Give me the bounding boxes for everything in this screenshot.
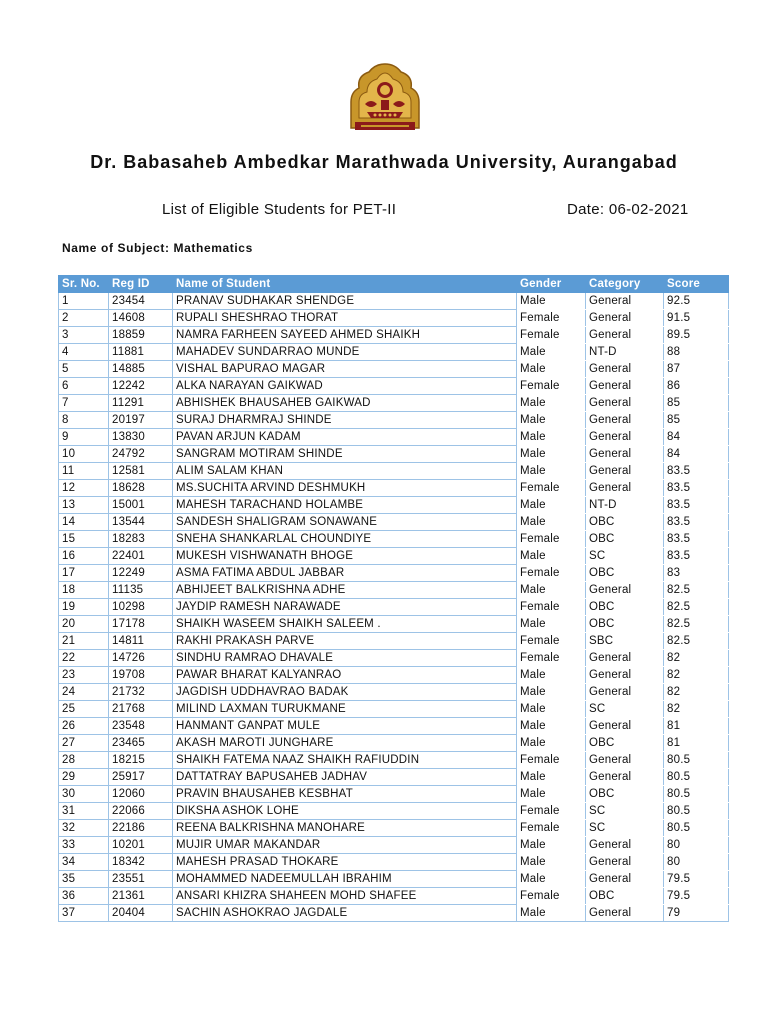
cell-reg-id: 10298 [109,599,173,616]
cell-score: 92.5 [664,293,729,310]
cell-reg-id: 24792 [109,446,173,463]
cell-reg-id: 20404 [109,905,173,922]
cell-score: 89.5 [664,327,729,344]
cell-gender: Male [517,701,586,718]
cell-sr-no: 8 [59,412,109,429]
cell-category: General [586,463,664,480]
cell-sr-no: 29 [59,769,109,786]
cell-reg-id: 14608 [109,310,173,327]
list-date: Date: 06-02-2021 [567,201,689,218]
cell-gender: Male [517,395,586,412]
table-row [59,412,729,429]
cell-category: OBC [586,735,664,752]
cell-score: 87 [664,361,729,378]
cell-score: 80.5 [664,786,729,803]
cell-student-name: JAGDISH UDDHAVRAO BADAK [173,684,517,701]
cell-gender: Male [517,344,586,361]
cell-category: General [586,446,664,463]
table-row [59,820,729,837]
cell-student-name: MOHAMMED NADEEMULLAH IBRAHIM [173,871,517,888]
cell-category: General [586,905,664,922]
cell-reg-id: 18283 [109,531,173,548]
cell-category: NT-D [586,497,664,514]
cell-score: 84 [664,429,729,446]
cell-reg-id: 21732 [109,684,173,701]
cell-gender: Male [517,582,586,599]
cell-student-name: REENA BALKRISHNA MANOHARE [173,820,517,837]
cell-score: 82.5 [664,582,729,599]
cell-gender: Female [517,531,586,548]
table-row [59,361,729,378]
cell-category: General [586,293,664,310]
cell-gender: Female [517,752,586,769]
cell-score: 80.5 [664,803,729,820]
cell-reg-id: 12060 [109,786,173,803]
cell-sr-no: 21 [59,633,109,650]
cell-score: 80 [664,854,729,871]
cell-student-name: MUJIR UMAR MAKANDAR [173,837,517,854]
table-row [59,616,729,633]
cell-score: 85 [664,395,729,412]
cell-category: SC [586,548,664,565]
cell-reg-id: 23454 [109,293,173,310]
cell-gender: Male [517,616,586,633]
cell-reg-id: 18628 [109,480,173,497]
cell-reg-id: 19708 [109,667,173,684]
table-row [59,854,729,871]
cell-student-name: HANMANT GANPAT MULE [173,718,517,735]
cell-gender: Female [517,888,586,905]
cell-score: 80.5 [664,820,729,837]
cell-student-name: SHAIKH WASEEM SHAIKH SALEEM . [173,616,517,633]
cell-sr-no: 30 [59,786,109,803]
cell-reg-id: 20197 [109,412,173,429]
cell-gender: Female [517,820,586,837]
cell-reg-id: 22401 [109,548,173,565]
cell-reg-id: 15001 [109,497,173,514]
cell-reg-id: 21768 [109,701,173,718]
table-row [59,650,729,667]
cell-reg-id: 12242 [109,378,173,395]
cell-category: NT-D [586,344,664,361]
table-row [59,395,729,412]
university-emblem-logo [345,62,425,136]
cell-category: General [586,327,664,344]
cell-student-name: SACHIN ASHOKRAO JAGDALE [173,905,517,922]
cell-category: SC [586,701,664,718]
cell-sr-no: 25 [59,701,109,718]
cell-student-name: DIKSHA ASHOK LOHE [173,803,517,820]
cell-score: 83.5 [664,531,729,548]
cell-sr-no: 16 [59,548,109,565]
table-row [59,531,729,548]
cell-student-name: ALIM SALAM KHAN [173,463,517,480]
cell-gender: Male [517,684,586,701]
cell-student-name: SHAIKH FATEMA NAAZ SHAIKH RAFIUDDIN [173,752,517,769]
cell-gender: Male [517,905,586,922]
cell-category: General [586,718,664,735]
cell-reg-id: 22186 [109,820,173,837]
cell-score: 82.5 [664,599,729,616]
cell-gender: Male [517,293,586,310]
column-header-sr-no: Sr. No. [59,276,109,293]
cell-score: 82 [664,650,729,667]
table-row [59,684,729,701]
cell-category: OBC [586,599,664,616]
table-header-row [59,276,729,293]
cell-sr-no: 24 [59,684,109,701]
table-row [59,344,729,361]
cell-score: 80.5 [664,769,729,786]
cell-gender: Male [517,429,586,446]
cell-student-name: ASMA FATIMA ABDUL JABBAR [173,565,517,582]
cell-score: 84 [664,446,729,463]
table-row [59,599,729,616]
cell-student-name: MAHESH TARACHAND HOLAMBE [173,497,517,514]
table-row [59,429,729,446]
cell-category: OBC [586,565,664,582]
cell-score: 85 [664,412,729,429]
cell-reg-id: 13830 [109,429,173,446]
cell-reg-id: 23465 [109,735,173,752]
cell-student-name: SANGRAM MOTIRAM SHINDE [173,446,517,463]
cell-student-name: MAHADEV SUNDARRAO MUNDE [173,344,517,361]
cell-sr-no: 3 [59,327,109,344]
cell-gender: Female [517,310,586,327]
cell-reg-id: 11135 [109,582,173,599]
cell-reg-id: 23548 [109,718,173,735]
cell-sr-no: 14 [59,514,109,531]
cell-category: SBC [586,633,664,650]
cell-gender: Male [517,786,586,803]
cell-student-name: ABHISHEK BHAUSAHEB GAIKWAD [173,395,517,412]
cell-category: General [586,310,664,327]
cell-student-name: RUPALI SHESHRAO THORAT [173,310,517,327]
cell-category: OBC [586,514,664,531]
cell-reg-id: 10201 [109,837,173,854]
cell-sr-no: 2 [59,310,109,327]
cell-student-name: SANDESH SHALIGRAM SONAWANE [173,514,517,531]
cell-reg-id: 18215 [109,752,173,769]
cell-sr-no: 26 [59,718,109,735]
cell-gender: Male [517,735,586,752]
cell-student-name: ALKA NARAYAN GAIKWAD [173,378,517,395]
cell-category: General [586,752,664,769]
cell-score: 79.5 [664,888,729,905]
cell-gender: Male [517,361,586,378]
cell-gender: Female [517,599,586,616]
table-row [59,378,729,395]
cell-category: OBC [586,888,664,905]
table-row [59,514,729,531]
cell-sr-no: 12 [59,480,109,497]
cell-reg-id: 12249 [109,565,173,582]
cell-reg-id: 14885 [109,361,173,378]
cell-student-name: MS.SUCHITA ARVIND DESHMUKH [173,480,517,497]
cell-reg-id: 11881 [109,344,173,361]
cell-score: 79 [664,905,729,922]
cell-gender: Male [517,854,586,871]
cell-category: OBC [586,616,664,633]
cell-category: General [586,871,664,888]
table-row [59,701,729,718]
cell-gender: Female [517,650,586,667]
cell-reg-id: 23551 [109,871,173,888]
cell-score: 82 [664,684,729,701]
cell-category: General [586,837,664,854]
table-row [59,633,729,650]
cell-reg-id: 14726 [109,650,173,667]
table-row [59,497,729,514]
subject-name: Name of Subject: Mathematics [62,241,253,255]
cell-score: 82.5 [664,616,729,633]
cell-reg-id: 18342 [109,854,173,871]
cell-student-name: SINDHU RAMRAO DHAVALE [173,650,517,667]
cell-score: 83.5 [664,514,729,531]
cell-student-name: AKASH MAROTI JUNGHARE [173,735,517,752]
cell-score: 82 [664,667,729,684]
cell-student-name: SURAJ DHARMRAJ SHINDE [173,412,517,429]
table-row [59,735,729,752]
cell-reg-id: 25917 [109,769,173,786]
cell-student-name: ABHIJEET BALKRISHNA ADHE [173,582,517,599]
cell-gender: Male [517,769,586,786]
cell-gender: Female [517,633,586,650]
cell-student-name: JAYDIP RAMESH NARAWADE [173,599,517,616]
table-row [59,293,729,310]
cell-sr-no: 37 [59,905,109,922]
cell-sr-no: 4 [59,344,109,361]
cell-score: 83.5 [664,497,729,514]
cell-sr-no: 9 [59,429,109,446]
cell-category: General [586,361,664,378]
cell-gender: Male [517,871,586,888]
table-row [59,871,729,888]
cell-sr-no: 15 [59,531,109,548]
cell-student-name: PAVAN ARJUN KADAM [173,429,517,446]
cell-category: OBC [586,786,664,803]
cell-category: General [586,854,664,871]
list-title: List of Eligible Students for PET-II [162,201,397,218]
cell-gender: Male [517,667,586,684]
cell-student-name: MILIND LAXMAN TURUKMANE [173,701,517,718]
cell-sr-no: 23 [59,667,109,684]
cell-gender: Male [517,446,586,463]
table-row [59,752,729,769]
column-header-reg-id: Reg ID [109,276,173,293]
cell-gender: Female [517,378,586,395]
cell-score: 88 [664,344,729,361]
cell-sr-no: 20 [59,616,109,633]
column-header-name: Name of Student [173,276,517,293]
cell-category: SC [586,803,664,820]
cell-student-name: NAMRA FARHEEN SAYEED AHMED SHAIKH [173,327,517,344]
cell-sr-no: 35 [59,871,109,888]
cell-reg-id: 17178 [109,616,173,633]
table-row [59,480,729,497]
table-row [59,565,729,582]
cell-gender: Female [517,327,586,344]
cell-reg-id: 18859 [109,327,173,344]
table-row [59,888,729,905]
eligible-students-table [58,275,729,922]
cell-gender: Male [517,548,586,565]
cell-sr-no: 32 [59,820,109,837]
cell-category: General [586,650,664,667]
cell-sr-no: 10 [59,446,109,463]
table-row [59,786,729,803]
cell-gender: Male [517,514,586,531]
table-row [59,327,729,344]
table-row [59,310,729,327]
cell-student-name: RAKHI PRAKASH PARVE [173,633,517,650]
cell-category: SC [586,820,664,837]
cell-category: General [586,582,664,599]
table-row [59,837,729,854]
cell-category: General [586,412,664,429]
cell-gender: Male [517,463,586,480]
cell-score: 81 [664,718,729,735]
cell-student-name: MUKESH VISHWANATH BHOGE [173,548,517,565]
column-header-category: Category [586,276,664,293]
cell-reg-id: 21361 [109,888,173,905]
cell-sr-no: 18 [59,582,109,599]
cell-student-name: ANSARI KHIZRA SHAHEEN MOHD SHAFEE [173,888,517,905]
cell-sr-no: 36 [59,888,109,905]
cell-sr-no: 27 [59,735,109,752]
cell-sr-no: 34 [59,854,109,871]
table-row [59,667,729,684]
table-row [59,803,729,820]
cell-sr-no: 13 [59,497,109,514]
cell-reg-id: 13544 [109,514,173,531]
cell-category: General [586,769,664,786]
cell-score: 80 [664,837,729,854]
cell-student-name: PRAVIN BHAUSAHEB KESBHAT [173,786,517,803]
cell-category: General [586,378,664,395]
cell-score: 82.5 [664,633,729,650]
cell-sr-no: 6 [59,378,109,395]
cell-score: 83.5 [664,548,729,565]
cell-sr-no: 5 [59,361,109,378]
cell-reg-id: 22066 [109,803,173,820]
cell-score: 86 [664,378,729,395]
cell-gender: Female [517,803,586,820]
cell-student-name: MAHESH PRASAD THOKARE [173,854,517,871]
table-row [59,769,729,786]
cell-category: General [586,684,664,701]
cell-student-name: SNEHA SHANKARLAL CHOUNDIYE [173,531,517,548]
table-row [59,582,729,599]
table-row [59,905,729,922]
cell-score: 79.5 [664,871,729,888]
cell-student-name: VISHAL BAPURAO MAGAR [173,361,517,378]
cell-gender: Male [517,718,586,735]
cell-category: OBC [586,531,664,548]
cell-score: 81 [664,735,729,752]
column-header-gender: Gender [517,276,586,293]
cell-category: General [586,667,664,684]
cell-sr-no: 28 [59,752,109,769]
table-row [59,446,729,463]
cell-score: 91.5 [664,310,729,327]
cell-student-name: PRANAV SUDHAKAR SHENDGE [173,293,517,310]
column-header-score: Score [664,276,729,293]
cell-reg-id: 12581 [109,463,173,480]
cell-score: 83 [664,565,729,582]
cell-category: General [586,480,664,497]
cell-sr-no: 1 [59,293,109,310]
table-row [59,718,729,735]
university-name-heading: Dr. Babasaheb Ambedkar Marathwada University, Aurangabad [90,152,678,172]
cell-sr-no: 11 [59,463,109,480]
cell-category: General [586,395,664,412]
cell-sr-no: 17 [59,565,109,582]
cell-score: 80.5 [664,752,729,769]
cell-reg-id: 14811 [109,633,173,650]
cell-student-name: DATTATRAY BAPUSAHEB JADHAV [173,769,517,786]
cell-sr-no: 7 [59,395,109,412]
cell-gender: Male [517,837,586,854]
cell-gender: Female [517,480,586,497]
cell-score: 83.5 [664,463,729,480]
cell-sr-no: 31 [59,803,109,820]
table-row [59,548,729,565]
cell-sr-no: 22 [59,650,109,667]
cell-gender: Female [517,565,586,582]
cell-gender: Male [517,497,586,514]
cell-sr-no: 19 [59,599,109,616]
cell-gender: Male [517,412,586,429]
cell-reg-id: 11291 [109,395,173,412]
cell-score: 83.5 [664,480,729,497]
cell-category: General [586,429,664,446]
table-row [59,463,729,480]
cell-score: 82 [664,701,729,718]
cell-student-name: PAWAR BHARAT KALYANRAO [173,667,517,684]
cell-sr-no: 33 [59,837,109,854]
